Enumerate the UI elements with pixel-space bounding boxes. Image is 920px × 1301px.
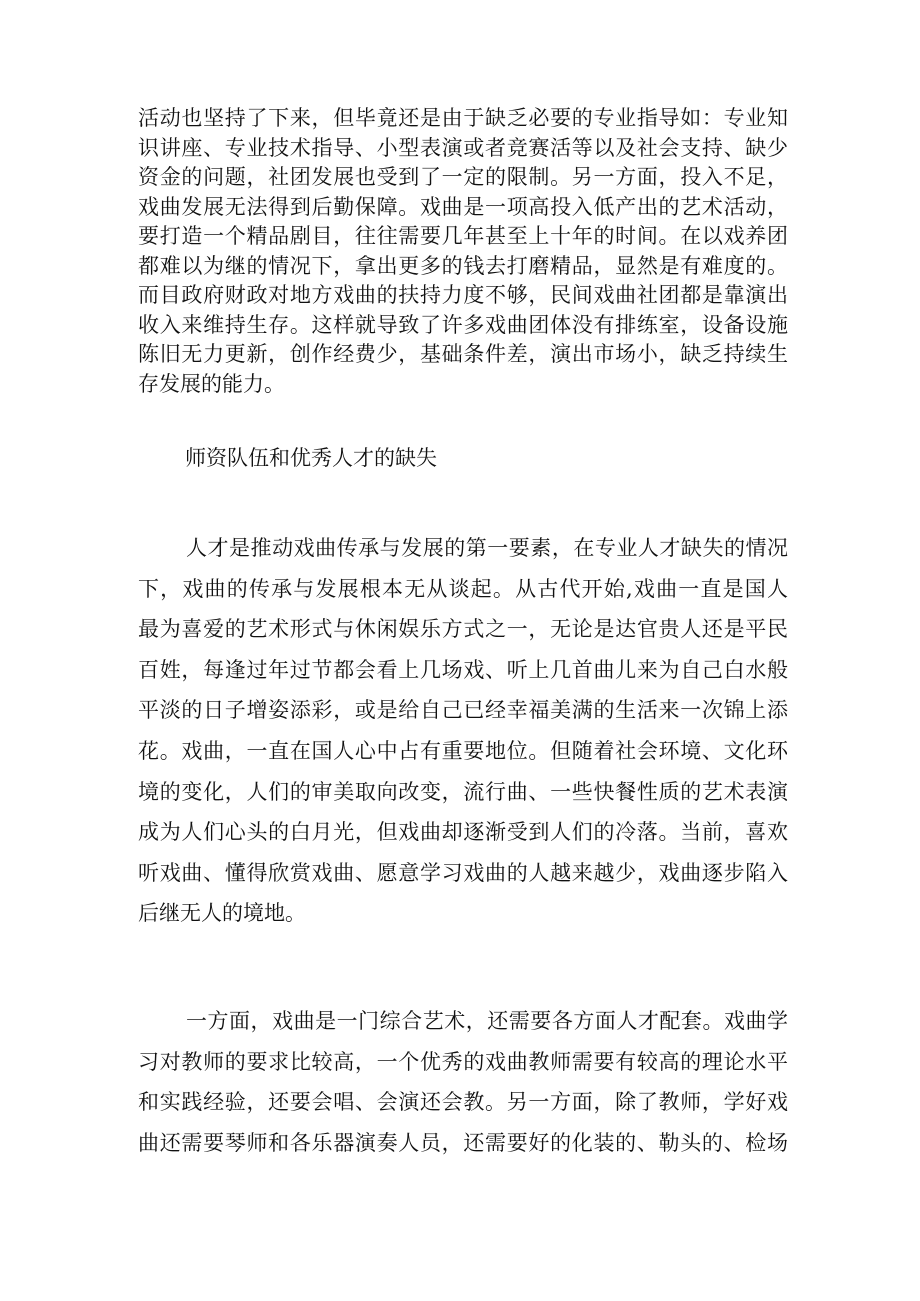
text-line: 识讲座、专业技术指导、小型表演或者竞赛活等以及社会支持、缺少 [138, 135, 788, 160]
text-line: 下，戏曲的传承与发展根本无从谈起。从古代开始,戏曲一直是国人 [138, 576, 788, 601]
text-line: 境的变化，人们的审美取向改变，流行曲、一些快餐性质的艺术表演 [138, 779, 788, 804]
text-line: 花。戏曲，一直在国人心中占有重要地位。但随着社会环境、文化环 [138, 738, 788, 763]
text-line: 习对教师的要求比较高，一个优秀的戏曲教师需要有较高的理论水平 [138, 1049, 788, 1074]
text-line: 要打造一个精品剧目，往往需要几年甚至上十年的时间。在以戏养团 [138, 224, 788, 248]
text-line: 最为喜爱的艺术形式与休闲娱乐方式之一，无论是达官贵人还是平民 [138, 617, 788, 642]
text-line: 后继无人的境地。 [138, 901, 306, 926]
text-line: 人才是推动戏曲传承与发展的第一要素，在专业人才缺失的情况 [186, 536, 788, 560]
text-line: 都难以为继的情况下，拿出更多的钱去打磨精品，显然是有难度的。 [138, 253, 788, 278]
section-heading: 师资队伍和优秀人才的缺失 [185, 446, 437, 470]
text-line: 百姓，每逢过年过节都会看上几场戏、听上几首曲儿来为自己白水般 [138, 657, 788, 682]
text-line: 活动也坚持了下来，但毕竟还是由于缺乏必要的专业指导如：专业知 [138, 106, 788, 130]
paragraph-comprehensive-art [138, 1001, 788, 1163]
paragraph-funding [138, 104, 788, 399]
text-line: 平淡的日子增姿添彩，或是给自己已经幸福美满的生活来一次锦上添 [138, 698, 788, 723]
text-line: 听戏曲、懂得欣赏戏曲、愿意学习戏曲的人越来越少，戏曲逐步陷入 [138, 860, 788, 885]
text-line: 和实践经验，还要会唱、会演还会教。另一方面，除了教师，学好戏 [138, 1090, 788, 1114]
text-line: 戏曲发展无法得到后勤保障。戏曲是一项高投入低产出的艺术活动， [138, 194, 788, 219]
text-line: 一方面，戏曲是一门综合艺术，还需要各方面人才配套。戏曲学 [186, 1009, 788, 1033]
text-line: 而目政府财政对地方戏曲的扶持力度不够，民间戏曲社团都是靠演出 [138, 283, 788, 307]
text-line: 成为人们心头的白月光，但戏曲却逐渐受到人们的冷落。当前，喜欢 [138, 820, 788, 845]
text-line: 陈旧无力更新，创作经费少，基础条件差，演出市场小，缺乏持续生 [138, 342, 788, 366]
text-line: 曲还需要琴师和各乐器演奏人员，还需要好的化装的、勒头的、检场 [138, 1130, 788, 1155]
text-line: 收入来维持生存。这样就导致了许多戏曲团体没有排练室，设备设施 [138, 312, 788, 337]
paragraph-talent [138, 528, 788, 934]
text-line: 资金的问题，社团发展也受到了一定的限制。另一方面，投入不足， [138, 165, 788, 189]
text-line: 存发展的能力。 [138, 371, 285, 396]
